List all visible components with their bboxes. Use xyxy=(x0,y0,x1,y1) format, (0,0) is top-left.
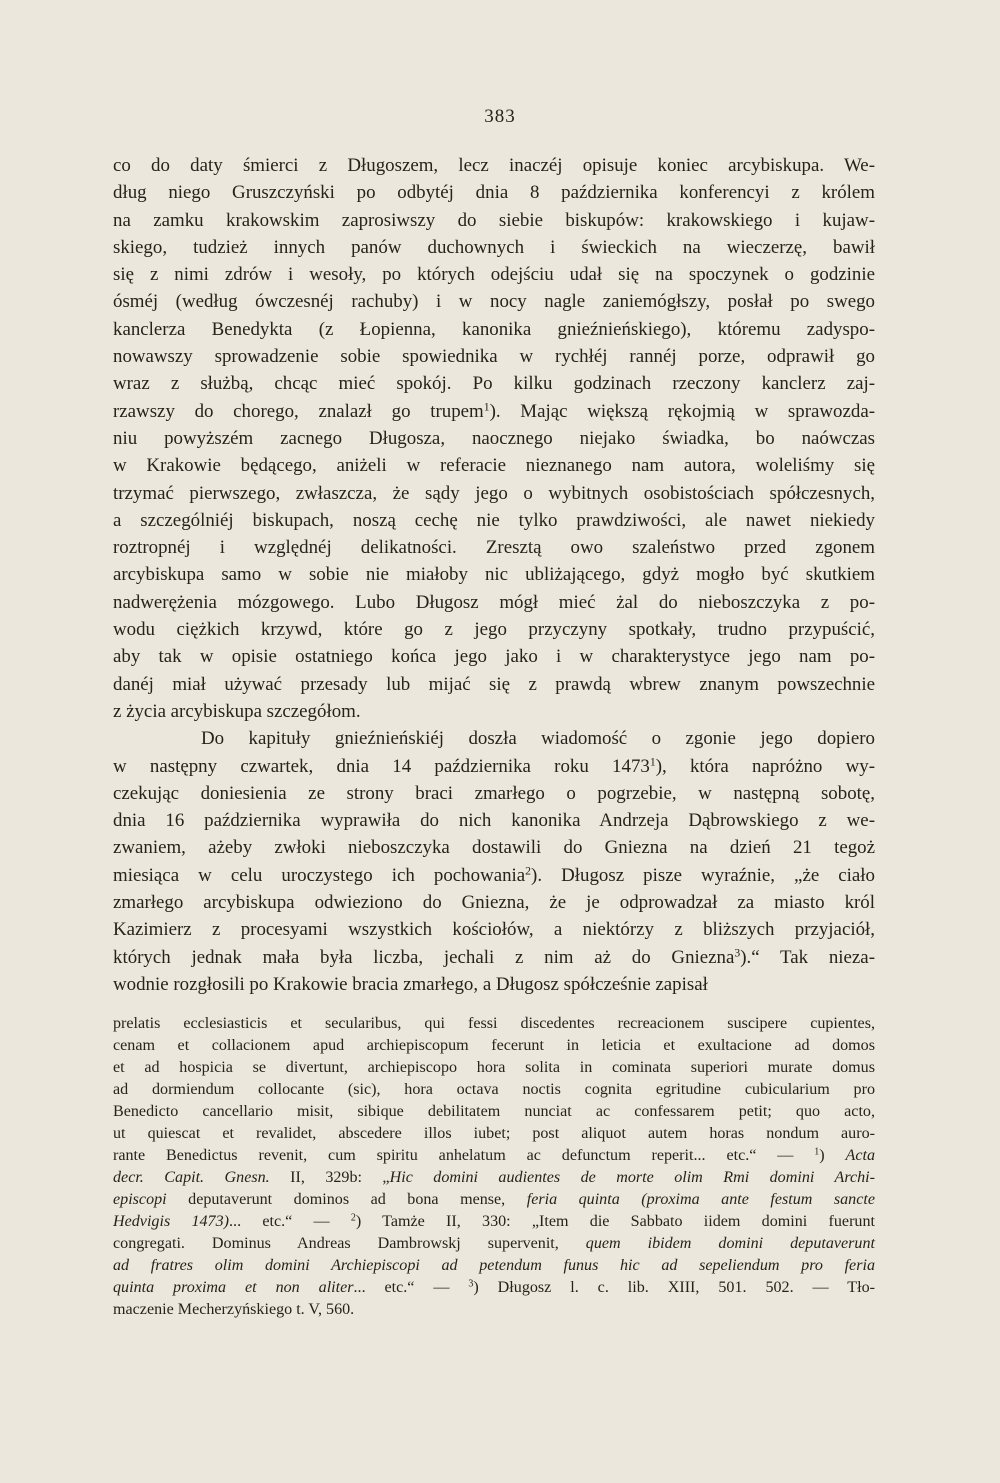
footnote-line: Benedicto cancellario misit, sibique debilitatem nunciat ac confessarem petit; quo acto, xyxy=(113,1103,875,1120)
text-line: danéj miał używać przesady lub mijać się z prawdą wbrew znanym powszechnie xyxy=(113,673,875,695)
footnote-line: Hedvigis 1473)... etc.“ — $^2$) Tamże II, 330: „Item die Sabbato iidem domini fuerunt xyxy=(113,1212,875,1230)
text-line: dnia 16 października wyprawiła do nich kanonika Andrzeja Dąbrowskiego z we- xyxy=(113,810,875,832)
text-line: trzymać pierwszego, zwłaszcza, że sądy jego o wybitnych osobistościach spółczesnych, xyxy=(113,482,875,504)
text-line: wodnie rozgłosili po Krakowie bracia zmarłego, a Długosz spółcześnie zapisał xyxy=(113,973,708,995)
text-line: których jednak mała była liczba, jechali z nim aż do Gniezna$^3$).“ Tak nieza- xyxy=(113,946,875,968)
footnote-line: ad fratres olim domini Archiepiscopi ad petendum funus hic ad sepeliendum pro feria xyxy=(113,1257,875,1274)
footnote-line: quinta proxima et non aliter... etc.“ — $^3$) Długosz l. c. lib. XIII, 501. 502. — Tło- xyxy=(113,1278,875,1296)
text-line: wodu ciężkich krzywd, które go z jego przyczyny spotkały, trudno przypuścić, xyxy=(113,619,875,641)
footnote-line: prelatis ecclesiasticis et secularibus, qui fessi discedentes recreacionem suscipere cupientes, xyxy=(113,1015,875,1032)
text-line: skiego, tudzież innych panów duchownych i świeckich na wieczerzę, bawił xyxy=(113,236,875,258)
footnote-line: maczenie Mecherzyńskiego t. V, 560. xyxy=(113,1301,355,1318)
text-line: co do daty śmierci z Długoszem, lecz inaczéj opisuje koniec arcybiskupa. We- xyxy=(113,155,875,176)
text-line: Kazimierz z procesyami wszystkich kościołów, a niektórzy z bliższych przyjaciół, xyxy=(113,919,875,941)
text-line: czekując doniesienia ze strony braci zmarłego o pogrzebie, w następną sobotę, xyxy=(113,782,875,804)
text-line: nowawszy sprowadzenie sobie spowiednika w rychłéj rannéj porze, odprawił go xyxy=(113,346,875,368)
footnote-line: decr. Capit. Gnesn. II, 329b: „Hic domini audientes de morte olim Rmi domini Archi- xyxy=(113,1169,876,1186)
text-line: niu powyższém zacnego Długosza, naocznego niejako świadka, bo naówczas xyxy=(113,427,875,449)
text-line: w Krakowie będącego, aniżeli w referacie nieznanego nam autora, woleliśmy się xyxy=(113,455,875,477)
text-line: zmarłego arcybiskupa odwieziono do Gniezna, że je odprowadzał za miasto król xyxy=(113,892,875,914)
text-line: arcybiskupa samo w sobie nie miałoby nic ubliżającego, gdyż mogło być skutkiem xyxy=(113,564,875,586)
text-line: aby tak w opisie ostatniego końca jego jako i w charakterystyce jego nam po- xyxy=(113,646,875,668)
footnote-line: congregati. Dominus Andreas Dambrowskj supervenit, quem ibidem domini deputaverunt xyxy=(113,1235,875,1252)
page-number: 383 xyxy=(484,106,516,127)
footnote-line: ad dormiendum collocante (sic), hora octava noctis cognita egritudine cubicularium pro xyxy=(113,1081,875,1098)
text-line: a szczególniéj biskupach, noszą cechę nie tylko prawdziwości, ale nawet niekiedy xyxy=(113,509,875,531)
text-line: ósméj (według ówczesnéj rachuby) i w nocy nagle zaniemógłszy, posłał po swego xyxy=(113,291,875,313)
footnote-line: ut quiescat et revalidet, abscedere illos iubet; post aliquot autem horas nondum auro- xyxy=(113,1125,875,1142)
text-line: nadwerężenia mózgowego. Lubo Długosz mógł mieć żal do nieboszczyka z po- xyxy=(113,591,875,613)
text-line: kanclerza Benedykta (z Łopienna, kanonika gnieźnieńskiego), któremu zadyspo- xyxy=(113,318,875,340)
text-line: z życia arcybiskupa szczegółom. xyxy=(113,700,361,722)
footnote-line: cenam et collacionem apud archiepiscopum fecerunt in leticia et exultacione ad domos xyxy=(113,1037,875,1054)
text-line: Do kapituły gnieźnieńskiéj doszła wiadomość o zgonie jego dopiero xyxy=(201,728,875,750)
footnote-line: episcopi deputaverunt dominos ad bona mense, feria quinta (proxima ante festum sancte xyxy=(113,1191,875,1208)
text-line: roztropnéj i względnéj delikatności. Zresztą owo szaleństwo przed zgonem xyxy=(113,537,875,559)
footnotes xyxy=(113,1013,875,1321)
text-line: rzawszy do chorego, znalazł go trupem$^1$). Mając większą rękojmią w sprawozda- xyxy=(113,400,875,422)
text-line: na zamku krakowskim zaprosiwszy do siebie biskupów: krakowskiego i kujaw- xyxy=(113,209,875,231)
text-line: dług niego Gruszczyński po odbytéj dnia 8 października konferencyi z królem xyxy=(113,182,875,204)
text-line: zwaniem, ażeby zwłoki nieboszczyka dostawili do Gniezna na dzień 21 tegoż xyxy=(113,837,875,859)
footnote-line: et ad hospicia se divertunt, archiepiscopo hora solita in cominata superiori murate domus xyxy=(113,1059,875,1076)
text-line: miesiąca w celu uroczystego ich pochowania$^2$). Długosz pisze wyraźnie, „że ciało xyxy=(113,864,875,886)
text-line: się z nimi zdrów i wesoły, po których odejściu udał się na spoczynek o godzinie xyxy=(113,264,875,286)
text-line: wraz z służbą, chcąc mieć spokój. Po kilku godzinach rzeczony kanclerz zaj- xyxy=(113,373,875,395)
text-line: w następny czwartek, dnia 14 października roku 1473$^1$), która napróżno wy- xyxy=(113,755,875,777)
main-text xyxy=(113,152,875,998)
footnote-line: rante Benedictus revenit, cum spiritu anhelatum ac defunctum reperit... etc.“ — $^1$) Acta xyxy=(113,1146,876,1164)
